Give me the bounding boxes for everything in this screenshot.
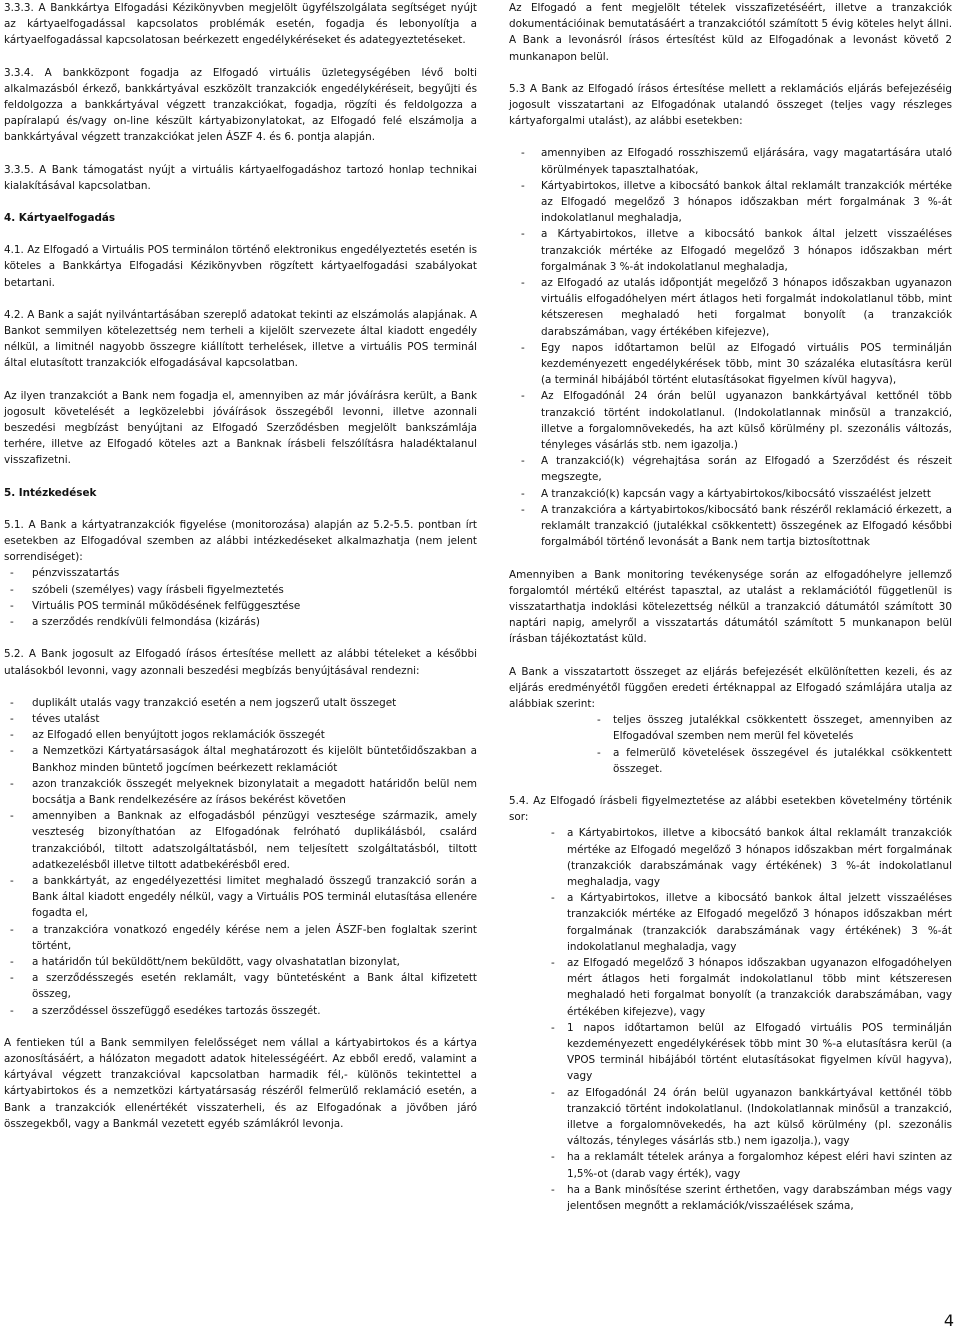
list-item: - az Elfogadó az utalás időpontját megelőző 3 hónapos időszakban ugyanazon virtuális elfogadóhelyen mért átlagos heti forgalmát indokolatlanul több, mint kétszeresen meghaladó heti forgalmat bonyolít (a tranzakciók darabszámában, vagy értékében kifejezve), bbox=[509, 275, 952, 340]
list-item: - 1 napos időtartamon belül az Elfogadó virtuális POS terminálján kezdeményezett engedélykérések több mint 30 %-a elutasításra kerül (a VPOS terminál hibájából történt elutasításokat figyelmen kívül hagyva), vagy bbox=[551, 1020, 952, 1085]
section-5-3-retained: A Bank a visszatartott összeget az eljárás befejezését elkülönítetten kezeli, és az eljárás eredményétől függően eredeti értéknappal az Elfogadó számlájára utalja az alábbiak szerint: bbox=[509, 665, 952, 710]
list-item: - ha a Bank minősítése szerint érthetően, vagy darabszámban mégs vagy jelentősen megnőtt a reklamációk/visszaélések száma, bbox=[551, 1182, 952, 1214]
list-item: - A tranzakció(k) kapcsán vagy a kártyabirtokos/kibocsátó visszaélést jelzett bbox=[509, 486, 952, 502]
right-column bbox=[509, 0, 952, 1230]
list-5-1 bbox=[4, 565, 477, 630]
section-3-3-5: 3.3.5. A Bank támogatást nyújt a virtuális kártyaelfogadáshoz tartozó honlap technikai kialakításával kapcsolatban. bbox=[4, 163, 477, 192]
section-5-3-monitoring: Amennyiben a Bank monitoring tevékenysége során az elfogadóhelyre jellemző forgalomtól mértékű eltérést tapasztal, az utalást a reklamációtól függetlenül is visszatarthatja indoklási kötelezettség nélkül a tranzakció dátumától számított 30 naptári napig, amelyről a visszatartás dátumától számított 5 munkanapon belül írásban tájékoztatást küld. bbox=[509, 568, 952, 646]
section-5-1: 5.1. A Bank a kártyatranzakciók figyelése (monitorozása) alapján az 5.2-5.5. pontban írt esetekben az Elfogadóval szemben az alábbi intézkedéseket alkalmazhatja (nem jelent sorrendiséget): bbox=[4, 518, 477, 564]
heading-4: 4. Kártyaelfogadás bbox=[4, 212, 116, 225]
list-item: - a tranzakcióra vonatkozó engedély kérése nem a jelen ÁSZF-ben foglaltak szerint történt, bbox=[4, 922, 477, 954]
list-item: - amennyiben a Banknak az elfogadásból pénzügyi veszteségе származik, amely veszteség bizonyíthatóan az Elfogadónak felróható duplikálásból, csalárd tranzakcióból, tiltott adatszolgáltatásból, nem teljesített szolgáltatásból, tiltott adatkezelésből illetve tiltott adatbekérésből ered. bbox=[4, 808, 477, 873]
list-item: - a Kártyabirtokos, illetve a kibocsátó bankok által reklamált tranzakciók mértéke az Elfogadó megelőző 3 hónapos időszakban mért forgalmának (tranzakciók darabszámának vagy értékének) 3 %-át indokolatlanul meghaladja, vagy bbox=[551, 825, 952, 890]
left-column bbox=[4, 0, 477, 1132]
list-item: - a felmerülő követelések összegével és jutalékkal csökkentett összeget. bbox=[597, 745, 952, 777]
list-item: - pénzvisszatartás bbox=[4, 565, 477, 581]
list-5-2 bbox=[4, 695, 477, 1019]
section-4-2: 4.2. A Bank a saját nyilvántartásában szereplő adatokat tekinti az elszámolás alapjának. A Bankot semmilyen kötelezettség nem terheli a kijelölt szervezete által kiadott engedély nélkül, a limitnél nagyobb összegre kiállított terhelések, illetve a virtuális POS terminál által elutasított tranzakciók elfogadásával kapcsolatban. bbox=[4, 308, 477, 370]
list-item: - a határidőn túl beküldött/nem beküldött, vagy olvashatatlan bizonylat, bbox=[4, 954, 477, 970]
page-number: 4 bbox=[943, 1311, 954, 1330]
list-item: - duplikált utalás vagy tranzakció esetén a nem jogszerű utalt összeget bbox=[4, 695, 477, 711]
list-5-4 bbox=[551, 825, 952, 1214]
list-item: - a bankkártyát, az engedélyezettési limitet meghaladó összegű tranzakció során a Bank által kiadott engedély nélkül, vagy a Virtuális POS terminál elutasítása ellenére fogadta el, bbox=[4, 873, 477, 922]
list-item: - ha a reklamált tételek aránya a forgalomhoz képest eléri havi szinten az 1,5%-ot (darab vagy érték), vagy bbox=[551, 1149, 952, 1181]
list-item: - a szerződésszegés esetén reklamált, vagy büntetésként a Bank által kifizetett összeg, bbox=[4, 970, 477, 1002]
section-5-3: 5.3 A Bank az Elfogadó írásos értesítése mellett a reklamációs eljárás befejezéséig jogosult visszatartani az Elfogadónak utalandó összeget (teljes vagy részleges kártyaforgalmi utalást), az alábbi esetekben: bbox=[509, 82, 952, 128]
section-4-1: 4.1. Az Elfogadó a Virtuális POS terminálon történő elektronikus engedélyeztetés esetén is köteles a Bankkártya Elfogadási Kézikönyvben rögzített kártyaelfogadási szabályokat betartani. bbox=[4, 244, 477, 289]
section-5-2: 5.2. A Bank jogosult az Elfogadó írásos értesítése mellett az alábbi tételeket a későbbi utalásokból levonni, vagy azonnali beszedési megbízás benyújtásával rendezni: bbox=[4, 648, 477, 677]
list-item: - azon tranzakciók összegét melyeknek bizonylatait a megadott határidőn belül nem bocsátja a Bank rendelkezésére az írásos bekérést követően bbox=[4, 776, 477, 808]
list-item: - A tranzakcióra a kártyabirtokos/kibocsátó bank részéről reklamáció érkezett, a reklamált tranzakció (jutalékkal csökkentett) összegének az Elfogadó későbbi forgalmából történő levonását a Bank nem tartja biztosítottnak bbox=[509, 502, 952, 551]
list-item: - az Elfogadónál 24 órán belül ugyanazon bankkártyával kettőnél több tranzakció történt indokolatlanul. (Indokolatlannak minősül a tranzakció, illetve a forgalomnövekedés, ha azt külső körülmény (pl. szezonális változás, tényleges vásárlás stb.) nem igazolja.), vagy bbox=[551, 1085, 952, 1150]
heading-5: 5. Intézkedések bbox=[4, 486, 97, 499]
list-item: - a Kártyabirtokos, illetve a kibocsátó bankok által jelzett visszaéléses tranzakciók mértéke az Elfogadó megelőző 3 hónapos időszakban mért forgalmának 3 %-át indokolatlanul meghaladja, bbox=[509, 226, 952, 275]
list-5-3-retained bbox=[597, 712, 952, 777]
list-item: - szóbeli (személyes) vagy írásbeli figyelmeztetés bbox=[4, 582, 477, 598]
list-item: - amennyiben az Elfogadó rosszhiszemű eljárására, vagy magatartására utaló körülmények tapasztalhatóak, bbox=[509, 145, 952, 177]
list-item: - A tranzakció(k) végrehajtása során az Elfogadó a Szerződést és részeit megszegte, bbox=[509, 453, 952, 485]
section-5-2-cont: Az Elfogadó a fent megjelölt tételek visszafizetéséért, illetve a tranzakciók dokumentációinak bemutatásáért a tranzakciótól számított 5 évig köteles helyt állni. A Bank a levonásról írásos értesítést küld az Elfogadónak a levonást követő 2 munkanapon belül. bbox=[509, 2, 952, 63]
list-item: - a szerződés rendkívüli felmondása (kizárás) bbox=[4, 614, 477, 630]
section-3-3-4: 3.3.4. A bankközpont fogadja az Elfogadó virtuális üzletegységében lévő bolti alkalmazásból érkező, bankkártyával eszközölt tranzakciók engedélykéréseit, begyűjti és feldolgozza a bankkártyával végzett tranzakciókat, fogadja, rögzíti és feldolgozza a papíralapú és/vagy on-line készült kártyabizonylatokat, az Elfogadó felé elszámolja a bankkártyával végzett tranzakciókat jelen ÁSZF 4. és 6. pontja alapján. bbox=[4, 66, 477, 144]
list-item: - Egy napos időtartamon belül az Elfogadó virtuális POS terminálján kezdeményezett engedélykérések több, mint 30 százaléka elutasításra kerül (a terminál hibájából történt elutasításokat figyelmen kívül hagyva), bbox=[509, 340, 952, 389]
list-item: - az Elfogadó ellen benyújtott jogos reklamációk összegét bbox=[4, 727, 477, 743]
list-item: - téves utalást bbox=[4, 711, 477, 727]
list-item: - az Elfogadó megelőző 3 hónapos időszakban ugyanazon elfogadóhelyen mért átlagos heti forgalmát indokolatlanul több mint kétszeresen meghaladó heti forgalmat bonyolít (a tranzakciók darabszámában, vagy értékében kifejezve), vagy bbox=[551, 955, 952, 1020]
list-item: - Virtuális POS terminál működésének felfüggesztése bbox=[4, 598, 477, 614]
section-5-4: 5.4. Az Elfogadó írásbeli figyelmeztetése az alábbi esetekben követelmény történik sor: bbox=[509, 794, 952, 824]
list-item: - a Nemzetközi Kártyatársaságok által meghatározott és kijelölt büntetőidőszakban a Bankhoz minden büntető jogcímen beérkezett reklamációt bbox=[4, 743, 477, 775]
list-item: - Kártyabirtokos, illetve a kibocsátó bankok által reklamált tranzakciók mértéke az Elfogadó megelőző 3 hónapos időszakban mért forgalmának 3 %-át indokolatlanul meghaladja, bbox=[509, 178, 952, 227]
section-5-2-end: A fentieken túl a Bank semmilyen felelősséget nem vállal a kártyabirtokos és a kártya azonosításáért, a hálózaton megadott adatok hitelességéért. Az ebből eredő, valamint a kártyával végzett tranzakcióval kapcsolatban harmadik fél,- különös tekintettel a kártyabirtokos és a nemzetközi kártyatársaság részéről felmerülő reklamáció esetén, a Bank a tranzakciók ellenértékét visszaterheli, és az Elfogadónak a jövőben járó összegekből, vagy a Bankmál vezetett egyéb számlákról levonja. bbox=[4, 1036, 477, 1130]
list-item: - a Kártyabirtokos, illetve a kibocsátó bankok által jelzett visszaéléses tranzakciók mértéke az Elfogadó megelőző 3 hónapos időszakban mért forgalmának (tranzakciók darabszámának vagy értékének) 3 %-át indokolatlanul meghaladja, vagy bbox=[551, 890, 952, 955]
section-3-3-3: 3.3.3. A Bankkártya Elfogadási Kézikönyvben megjelölt ügyfélszolgálata segítséget nyújt az kártyaelfogadással kapcsolatos problémák esetén, fogadja és lebonyolítja a kártyaelfogadással kapcsolatosan beérkezett engedélykéréseket és adategyeztetéseket. bbox=[4, 2, 477, 47]
section-4-2-cont: Az ilyen tranzakciót a Bank nem fogadja el, amennyiben az már jóváírásra került, a Bank jogosult követelését a legközelebbi jóváírások összegéből levonni, illetve azonnali beszedési megbízást benyújtani az Elfogadó Szerződésben megjelölt bankszámlája terhére, illetve az Elfogadó köteles azt a Banknak írásbeli felszólításra haladéktalanul visszafizetni. bbox=[4, 389, 477, 467]
list-item: - teljes összeg jutalékkal csökkentett összeget, amennyiben az Elfogadóval szemben nem merül fel követelés bbox=[597, 712, 952, 744]
list-item: - Az Elfogadónál 24 órán belül ugyanazon bankkártyával kettőnél több tranzakció történt indokolatlanul. (Indokolatlannak minősül a tranzakció, illetve a forgalomnövekedés, ha azt külső körülmény pl. szezonális változás, tényleges vásárlás stb. nem igazolja.) bbox=[509, 388, 952, 453]
list-item: - a szerződéssel összefüggő esedékes tartozás összegét. bbox=[4, 1003, 477, 1019]
list-5-3 bbox=[509, 145, 952, 550]
